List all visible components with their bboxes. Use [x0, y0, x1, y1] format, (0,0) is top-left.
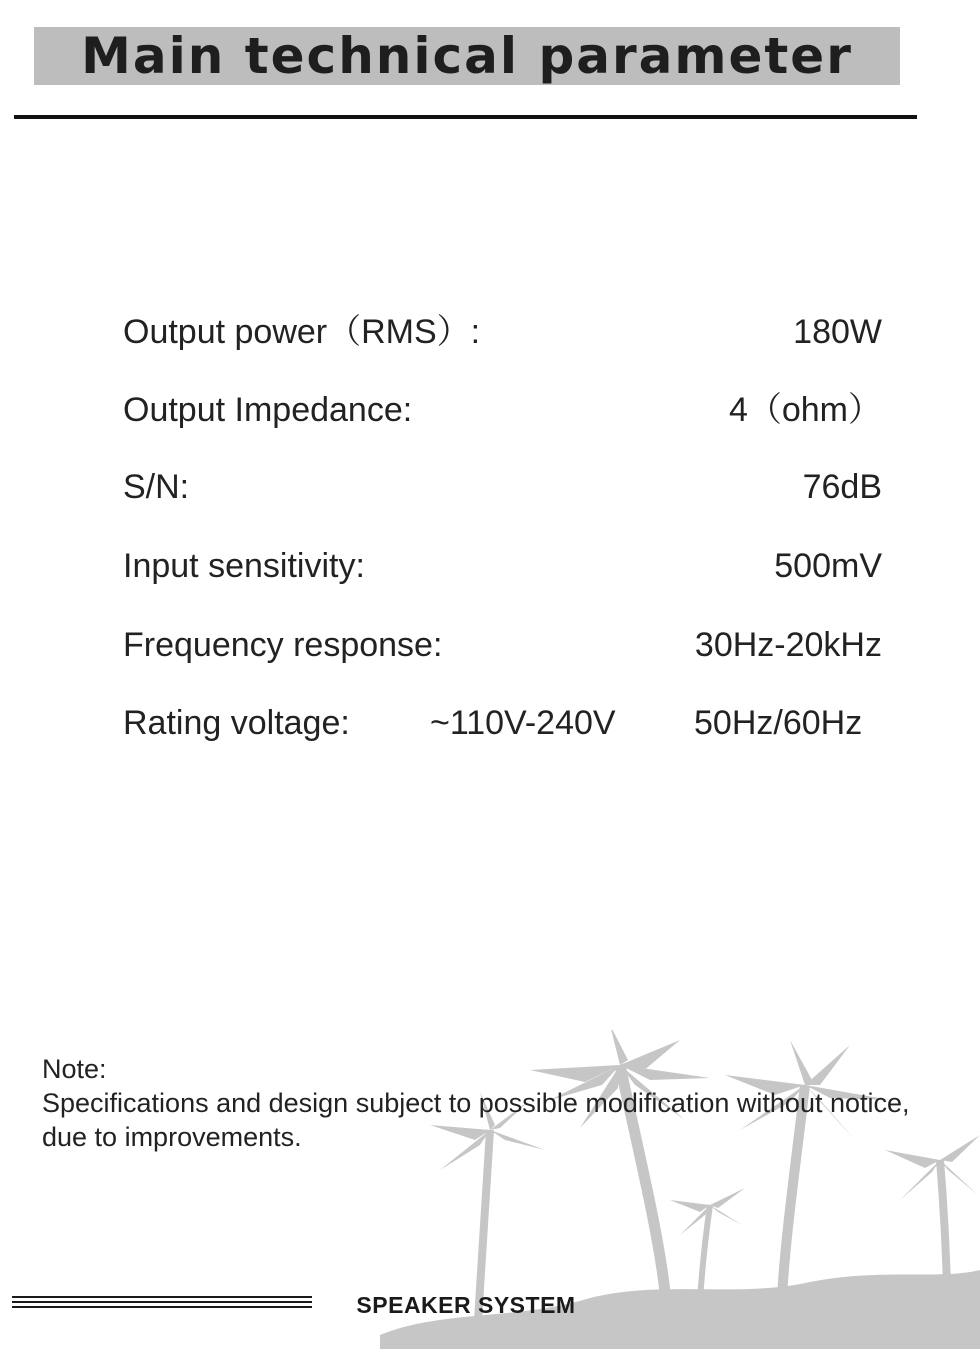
- spec-value-rating-voltage: ~110V-240V: [430, 704, 616, 742]
- spec-value-output-power: 180W: [793, 313, 882, 351]
- spec-label-rating-voltage: Rating voltage:: [123, 704, 350, 742]
- spec-value-input-sensitivity: 500mV: [774, 547, 882, 585]
- footer-rule-left: [12, 1296, 312, 1316]
- title-band: [34, 27, 900, 85]
- note-text: Specifications and design subject to possible modification without notice, due to improvements.: [42, 1088, 910, 1152]
- spec-label-output-impedance: Output Impedance:: [123, 391, 413, 429]
- spec-label-frequency-response: Frequency response:: [123, 626, 443, 664]
- spec-label-input-sensitivity: Input sensitivity:: [123, 547, 365, 585]
- title-divider: [14, 115, 917, 119]
- spec-label-sn: S/N:: [123, 468, 190, 506]
- footer-label: SPEAKER SYSTEM: [356, 1292, 576, 1318]
- spec-value-sn: 76dB: [802, 468, 882, 506]
- spec-value-output-impedance: 4（ohm）: [728, 391, 882, 429]
- spec-value-rating-frequency: 50Hz/60Hz: [694, 704, 863, 742]
- note-heading: Note:: [42, 1054, 107, 1084]
- spec-label-output-power: Output power（RMS）:: [123, 313, 481, 351]
- spec-value-frequency-response: 30Hz-20kHz: [694, 626, 882, 664]
- page-title: Main technical parameter: [81, 27, 853, 85]
